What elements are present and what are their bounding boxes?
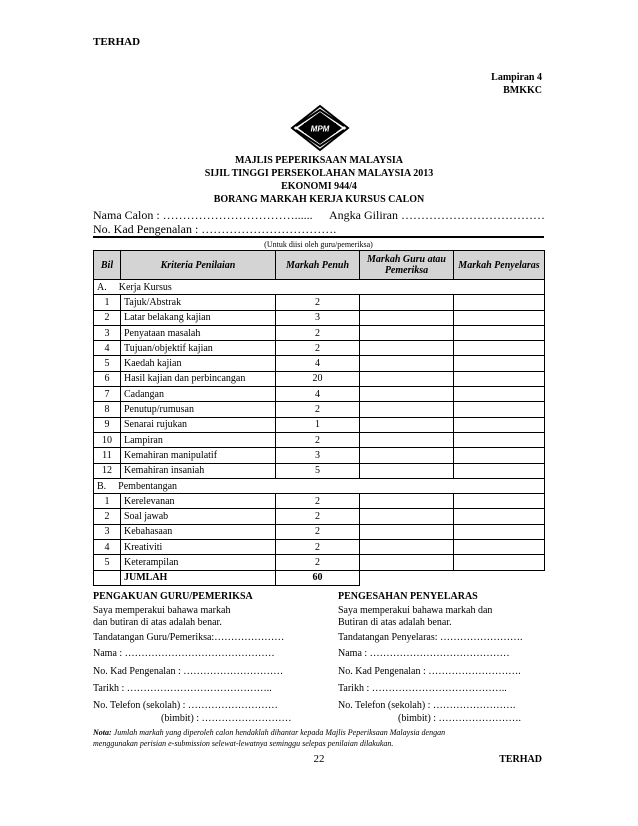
row-full-marks: 2 <box>276 432 360 447</box>
row-number: 12 <box>94 463 121 478</box>
table-row <box>94 341 545 356</box>
table-row <box>94 432 545 447</box>
left-block-line1: Saya memperakui bahawa markah <box>93 605 231 616</box>
row-full-marks: 5 <box>276 463 360 478</box>
left-block-phone-mobile: (bimbit) : ……………………… <box>161 713 292 724</box>
attachment-label: Lampiran 4 <box>491 72 542 83</box>
section-b-row-cell <box>94 478 545 493</box>
candidate-number-label: Angka Giliran ……………………………… <box>329 208 545 222</box>
row-number: 2 <box>94 310 121 325</box>
section-a-row <box>94 280 545 295</box>
header-teacher-marks: Markah Guru atau Pemeriksa <box>360 251 454 280</box>
row-coordinator-marks[interactable] <box>454 356 545 371</box>
table-row <box>94 371 545 386</box>
table-row <box>94 402 545 417</box>
header-bil: Bil <box>94 251 121 280</box>
row-criteria: Kreativiti <box>121 540 276 555</box>
header-full-marks: Markah Penuh <box>276 251 360 280</box>
row-full-marks: 3 <box>276 310 360 325</box>
table-row <box>94 417 545 432</box>
row-criteria: Penutup/rumusan <box>121 402 276 417</box>
row-teacher-marks[interactable] <box>360 417 454 432</box>
row-coordinator-marks[interactable] <box>454 524 545 539</box>
table-row <box>94 325 545 340</box>
row-full-marks: 4 <box>276 387 360 402</box>
row-criteria: Senarai rujukan <box>121 417 276 432</box>
table-note: (Untuk diisi oleh guru/pemeriksa) <box>264 240 373 249</box>
table-row <box>94 448 545 463</box>
row-teacher-marks[interactable] <box>360 463 454 478</box>
section-b-row <box>94 478 545 493</box>
row-full-marks: 2 <box>276 555 360 570</box>
row-full-marks: 2 <box>276 341 360 356</box>
row-coordinator-marks[interactable] <box>454 402 545 417</box>
attachment-code: BMKKC <box>503 85 542 96</box>
row-criteria: Soal jawab <box>121 509 276 524</box>
table-row <box>94 524 545 539</box>
section-title: Kerja Kursus <box>118 281 172 293</box>
row-teacher-marks[interactable] <box>360 387 454 402</box>
row-teacher-marks[interactable] <box>360 402 454 417</box>
row-criteria: Penyataan masalah <box>121 325 276 340</box>
row-coordinator-marks[interactable] <box>454 387 545 402</box>
total-value: 60 <box>276 570 360 585</box>
row-full-marks: 3 <box>276 448 360 463</box>
row-teacher-marks[interactable] <box>360 356 454 371</box>
total-row <box>94 570 545 585</box>
row-full-marks: 4 <box>276 356 360 371</box>
row-number: 8 <box>94 402 121 417</box>
row-teacher-marks[interactable] <box>360 494 454 509</box>
row-number: 5 <box>94 356 121 371</box>
row-full-marks: 1 <box>276 417 360 432</box>
row-full-marks: 2 <box>276 494 360 509</box>
right-block-line2: Butiran di atas adalah benar. <box>338 617 452 628</box>
row-teacher-marks[interactable] <box>360 509 454 524</box>
section-a-row-cell <box>94 280 545 295</box>
title-council: MAJLIS PEPERIKSAAN MALAYSIA <box>235 155 403 166</box>
candidate-name-label: Nama Calon : ……………………………...... <box>93 208 313 222</box>
right-block-phone-school: No. Telefon (sekolah) : ……………………. <box>338 700 516 711</box>
total-blank <box>94 570 121 585</box>
row-number: 3 <box>94 524 121 539</box>
title-form: BORANG MARKAH KERJA KURSUS CALON <box>213 194 425 205</box>
row-full-marks: 2 <box>276 295 360 310</box>
row-teacher-marks[interactable] <box>360 540 454 555</box>
row-criteria: Kaedah kajian <box>121 356 276 371</box>
row-number: 1 <box>94 494 121 509</box>
row-teacher-marks[interactable] <box>360 524 454 539</box>
row-coordinator-marks[interactable] <box>454 371 545 386</box>
right-block-date: Tarikh : ………………………………….. <box>338 683 507 694</box>
table-row <box>94 356 545 371</box>
footnote-label: Nota: <box>93 728 112 737</box>
row-coordinator-marks[interactable] <box>454 341 545 356</box>
row-full-marks: 2 <box>276 540 360 555</box>
row-teacher-marks[interactable] <box>360 341 454 356</box>
right-block-line1: Saya memperakui bahawa markah dan <box>338 605 493 616</box>
row-criteria: Kebahasaan <box>121 524 276 539</box>
divider <box>93 236 544 238</box>
row-teacher-marks[interactable] <box>360 371 454 386</box>
row-number: 3 <box>94 325 121 340</box>
section-label: A. <box>97 281 107 293</box>
right-block-ic: No. Kad Pengenalan : ………………………. <box>338 666 521 677</box>
row-coordinator-marks[interactable] <box>454 509 545 524</box>
row-full-marks: 2 <box>276 524 360 539</box>
row-coordinator-marks[interactable] <box>454 555 545 570</box>
left-block-line2: dan butiran di atas adalah benar. <box>93 617 222 628</box>
row-coordinator-marks[interactable] <box>454 432 545 447</box>
row-teacher-marks[interactable] <box>360 325 454 340</box>
total-empty-1 <box>360 570 454 585</box>
candidate-ic-label: No. Kad Pengenalan : ……………………………. <box>93 222 337 236</box>
right-block-name: Nama : …………………………………… <box>338 648 510 659</box>
table-row <box>94 295 545 310</box>
header-criteria: Kriteria Penilaian <box>121 251 276 280</box>
title-exam: SIJIL TINGGI PERSEKOLAHAN MALAYSIA 2013 <box>204 168 434 179</box>
right-block-title: PENGESAHAN PENYELARAS <box>338 591 478 602</box>
row-criteria: Kerelevanan <box>121 494 276 509</box>
table-row <box>94 494 545 509</box>
row-coordinator-marks[interactable] <box>454 310 545 325</box>
row-number: 4 <box>94 341 121 356</box>
table-row <box>94 387 545 402</box>
row-teacher-marks[interactable] <box>360 448 454 463</box>
header-coordinator-marks: Markah Penyelaras <box>454 251 545 280</box>
row-number: 10 <box>94 432 121 447</box>
row-number: 1 <box>94 295 121 310</box>
section-title: Pembentangan <box>118 480 178 492</box>
row-full-marks: 20 <box>276 371 360 386</box>
row-teacher-marks[interactable] <box>360 295 454 310</box>
row-criteria: Latar belakang kajian <box>121 310 276 325</box>
row-coordinator-marks[interactable] <box>454 325 545 340</box>
row-criteria: Keterampilan <box>121 555 276 570</box>
row-coordinator-marks[interactable] <box>454 463 545 478</box>
row-number: 2 <box>94 509 121 524</box>
row-criteria: Tujuan/objektif kajian <box>121 341 276 356</box>
row-number: 6 <box>94 371 121 386</box>
page-number: 22 <box>313 753 325 765</box>
row-criteria: Kemahiran insaniah <box>121 463 276 478</box>
row-criteria: Kemahiran manipulatif <box>121 448 276 463</box>
table-row <box>94 555 545 570</box>
row-number: 5 <box>94 555 121 570</box>
footnote <box>93 728 544 737</box>
row-number: 11 <box>94 448 121 463</box>
row-criteria: Hasil kajian dan perbincangan <box>121 371 276 386</box>
left-block-date: Tarikh : …………………………………….. <box>93 683 272 694</box>
row-coordinator-marks[interactable] <box>454 417 545 432</box>
row-full-marks: 2 <box>276 325 360 340</box>
table-row <box>94 509 545 524</box>
total-label: JUMLAH <box>121 570 276 585</box>
mpm-logo <box>290 104 350 152</box>
section-label: B. <box>97 480 107 492</box>
footnote-text: Jumlah markah yang diperoleh calon hendaklah dihantar kepada Majlis Peperiksaan Malaysia dengan <box>113 728 446 737</box>
table-row <box>94 540 545 555</box>
row-coordinator-marks[interactable] <box>454 295 545 310</box>
row-coordinator-marks[interactable] <box>454 448 545 463</box>
row-criteria: Cadangan <box>121 387 276 402</box>
right-block-sign: Tandatangan Penyelaras: ……………………. <box>338 632 523 643</box>
row-teacher-marks[interactable] <box>360 432 454 447</box>
left-block-title: PENGAKUAN GURU/PEMERIKSA <box>93 591 253 602</box>
row-full-marks: 2 <box>276 402 360 417</box>
right-block-phone-mobile: (bimbit) : ……………………. <box>398 713 522 724</box>
total-empty-2 <box>454 570 545 585</box>
row-teacher-marks[interactable] <box>360 555 454 570</box>
left-block-name: Nama : ……………………………………… <box>93 648 275 659</box>
row-number: 4 <box>94 540 121 555</box>
table-row <box>94 463 545 478</box>
footnote-text-2: menggunakan perisian e-submission selewat-lewatnya seminggu selepas penilaian dilakukan. <box>93 739 394 748</box>
row-criteria: Lampiran <box>121 432 276 447</box>
header-classification: TERHAD <box>93 36 141 48</box>
footer-classification: TERHAD <box>499 754 542 765</box>
row-number: 7 <box>94 387 121 402</box>
left-block-ic: No. Kad Pengenalan : ………………………… <box>93 666 284 677</box>
logo-text: MPM <box>310 124 330 134</box>
row-full-marks: 2 <box>276 509 360 524</box>
title-subject: EKONOMI 944/4 <box>281 181 357 192</box>
row-coordinator-marks[interactable] <box>454 494 545 509</box>
table-row <box>94 310 545 325</box>
row-criteria: Tajuk/Abstrak <box>121 295 276 310</box>
row-teacher-marks[interactable] <box>360 310 454 325</box>
marks-table <box>93 250 545 586</box>
row-coordinator-marks[interactable] <box>454 540 545 555</box>
left-block-phone-school: No. Telefon (sekolah) : ……………………… <box>93 700 278 711</box>
row-number: 9 <box>94 417 121 432</box>
left-block-sign: Tandatangan Guru/Pemeriksa:………………… <box>93 632 285 643</box>
